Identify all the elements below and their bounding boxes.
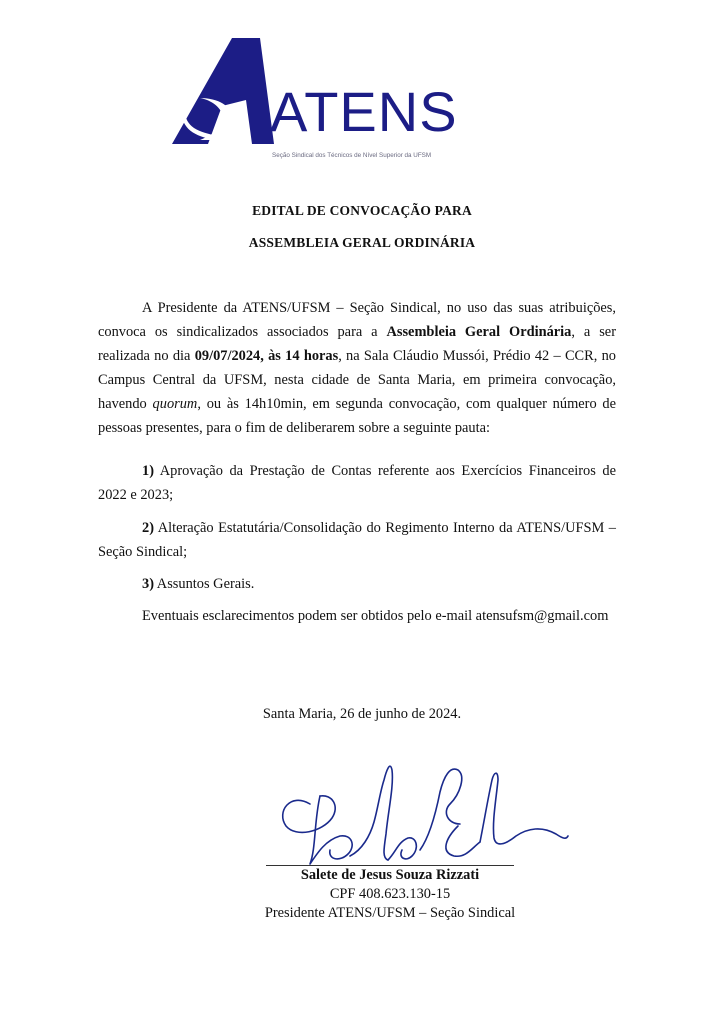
agenda-text: Assuntos Gerais. (154, 576, 255, 592)
signer-cpf: CPF 408.623.130-15 (329, 886, 451, 902)
atens-a-mark-icon (170, 36, 280, 148)
agenda-item-3 (98, 572, 616, 596)
intro-text-4: , ou às 14h10min, em segunda convocação, com qualquer número de pessoas presentes, para o fim de deliberarem sobre a seguinte pauta: (98, 396, 616, 436)
date-separator: , (260, 348, 269, 364)
agenda-text: Aprovação da Prestação de Contas referente aos Exercícios Financeiros de 2022 e 2023; (98, 463, 616, 503)
contact-line: Eventuais esclarecimentos podem ser obtidos pelo e-mail atensufsm@gmail.com (142, 608, 609, 624)
assembly-name: Assembleia Geral Ordinária (386, 324, 572, 340)
agenda-item-2 (98, 516, 616, 564)
logo-wordmark: ATENS (270, 80, 458, 143)
intro-text-1: A Presidente da ATENS/UFSM – Seção Sindical, no uso das suas atribuições, convoca os sindicalizados associados para a (98, 300, 616, 340)
logo-tagline: Seção Sindical dos Técnicos de Nível Superior da UFSM (272, 152, 432, 159)
convocation-paragraph (98, 296, 616, 440)
meeting-hour: às 14 horas (268, 348, 339, 364)
intro-text-2: , a ser realizada no dia (98, 324, 616, 364)
document-title-line-2: ASSEMBLEIA GERAL ORDINÁRIA (248, 235, 476, 250)
place-date: Santa Maria, 26 de junho de 2024. (262, 706, 462, 722)
quorum-term: quorum (152, 396, 198, 412)
meeting-date: 09/07/2024 (194, 348, 261, 364)
intro-text-3: , na Sala Cláudio Mussói, Prédio 42 – CCR, no Campus Central da UFSM, nesta cidade de Santa Maria, em primeira convocação, havendo (98, 348, 617, 412)
document-title-line-1: EDITAL DE CONVOCAÇÃO PARA (252, 203, 472, 218)
agenda-number: 3) (142, 576, 154, 592)
signer-name: Salete de Jesus Souza Rizzati (300, 867, 480, 883)
atens-logo (170, 36, 490, 166)
handwritten-signature (270, 752, 570, 882)
signer-role: Presidente ATENS/UFSM – Seção Sindical (264, 905, 516, 921)
agenda-item-1 (98, 459, 616, 507)
agenda-text: Alteração Estatutária/Consolidação do Regimento Interno da ATENS/UFSM – Seção Sindical; (98, 520, 616, 560)
agenda-number: 1) (142, 463, 154, 479)
agenda-number: 2) (142, 520, 154, 536)
